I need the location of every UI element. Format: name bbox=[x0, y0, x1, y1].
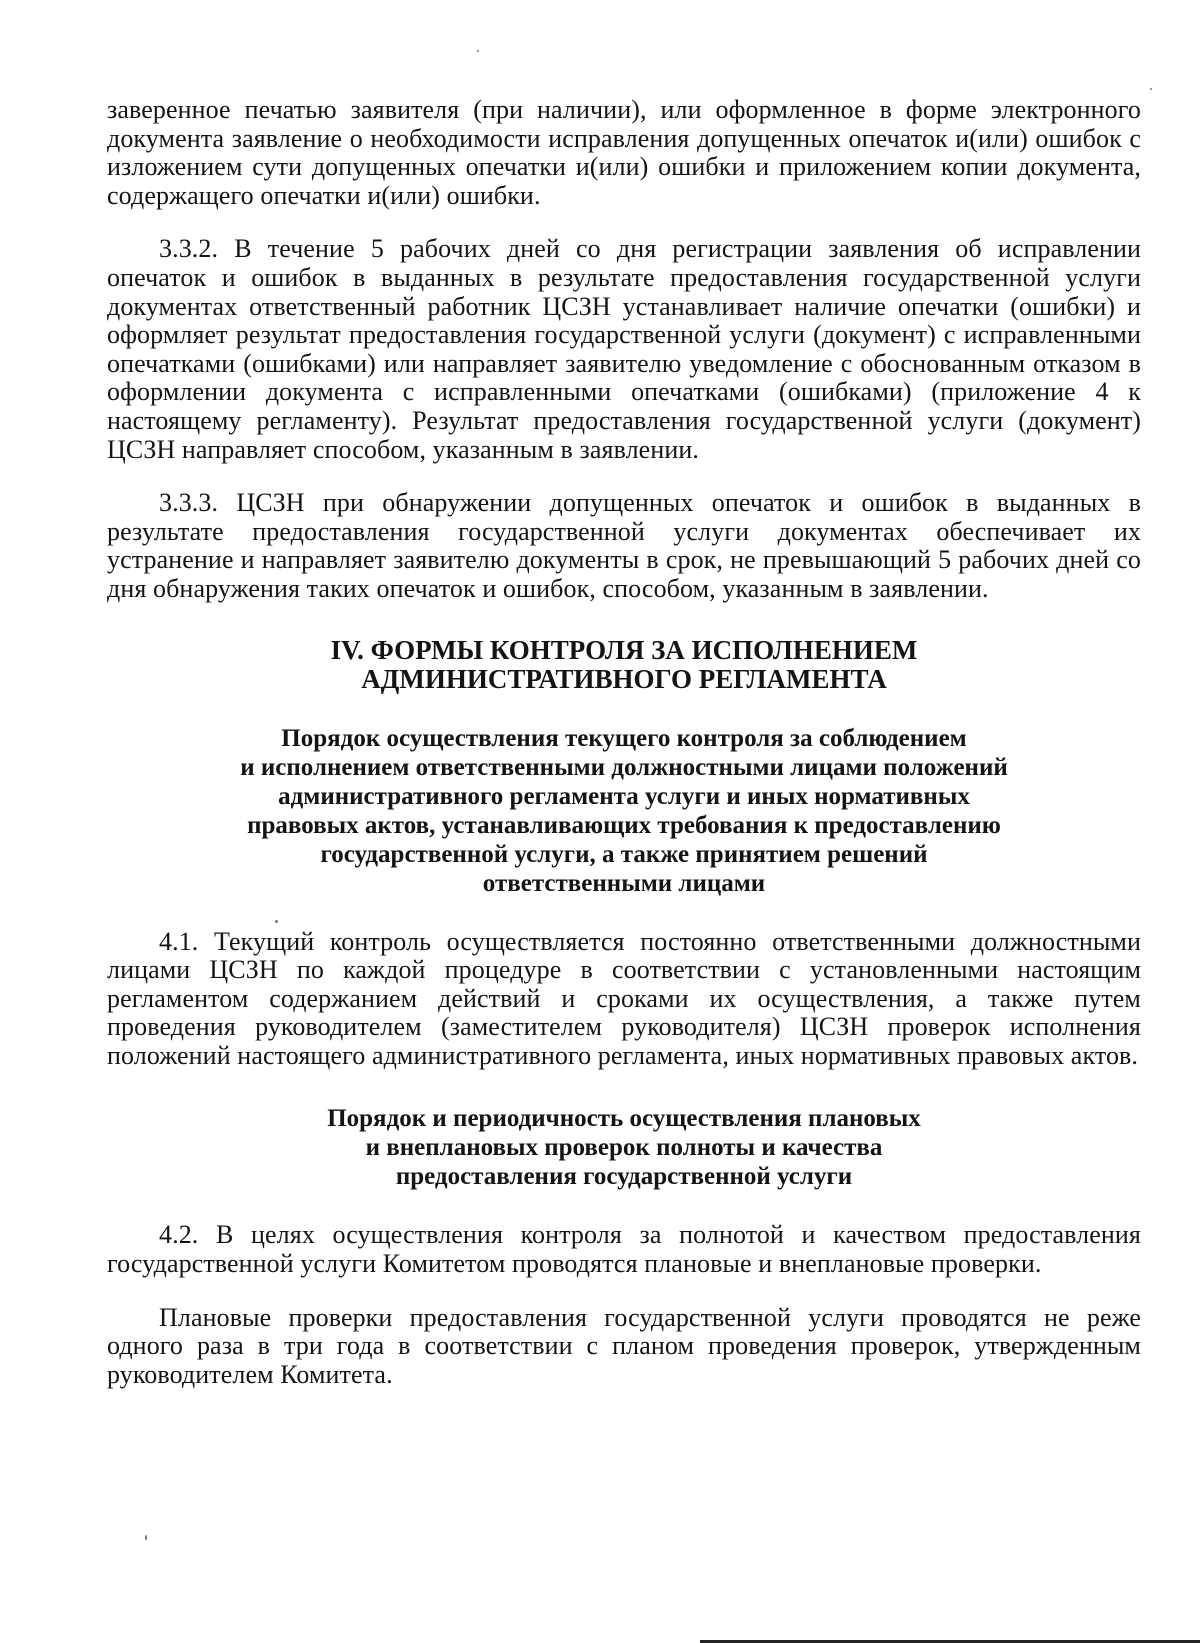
section-title-line: IV. ФОРМЫ КОНТРОЛЯ ЗА ИСПОЛНЕНИЕМ bbox=[330, 634, 918, 665]
paragraph-4-1: 4.1. Текущий контроль осуществляется постоянно ответственными должностными лицами ЦСЗН по каждой процедуре в соответствии с установленными настоящим регламентом содержанием действий и сроками их осуществления, а также путем проведения руководителем (заместителем руководителя) ЦСЗН проверок исполнения положений настоящего административного регламента, иных нормативных правовых актов. bbox=[107, 926, 1141, 1070]
subheading-line: и внеплановых проверок полноты и качества bbox=[365, 1134, 883, 1162]
section-title-line: АДМИНИСТРАТИВНОГО РЕГЛАМЕНТА bbox=[361, 663, 887, 694]
subheading-line: Порядок осуществления текущего контроля за соблюдением bbox=[281, 724, 967, 752]
section-title bbox=[107, 636, 1141, 694]
subheading-line: Порядок и периодичность осуществления плановых bbox=[327, 1105, 921, 1133]
subheading-line: административного регламента услуги и иных нормативных bbox=[278, 782, 970, 810]
subheading-line: государственной услуги, а также принятием решений bbox=[320, 840, 928, 868]
document-page bbox=[107, 96, 1141, 1389]
paragraph-3-3-2: 3.3.2. В течение 5 рабочих дней со дня регистрации заявления об исправлении опечаток и ошибок в выданных в результате предоставления государственной услуги документах ответственный работник ЦСЗН устанавливает наличие опечатки (ошибки) и оформляет результат предоставления государственной услуги (документ) с исправленными опечатками (ошибками) или направляет заявителю уведомление с обоснованным отказом в оформлении документа с исправленными опечатками (ошибками) (приложение 4 к настоящему регламенту). Результат предоставления государственной услуги (документ) ЦСЗН направляет способом, указанным в заявлении. bbox=[107, 234, 1141, 464]
subheading-inspections bbox=[107, 1104, 1141, 1191]
scan-speck bbox=[477, 50, 479, 52]
paragraph-4-2: 4.2. В целях осуществления контроля за полнотой и качеством предоставления государственной услуги Комитетом проводятся плановые и внеплановые проверки. bbox=[107, 1220, 1141, 1279]
subheading-line: правовых актов, устанавливающих требования к предоставлению bbox=[247, 811, 1001, 839]
paragraph-planned-inspections: Плановые проверки предоставления государственной услуги проводятся не реже одного раза в три года в соответствии с планом проведения проверок, утвержденным руководителем Комитета. bbox=[107, 1302, 1141, 1389]
scan-speck bbox=[275, 920, 278, 923]
subheading-line: ответственными лицами bbox=[482, 869, 766, 897]
paragraph-continuation: заверенное печатью заявителя (при наличии), или оформленное в форме электронного документа заявление о необходимости исправления допущенных опечаток и(или) ошибок с изложением сути допущенных опечатки и(или) ошибки и приложением копии документа, содержащего опечатки и(или) ошибки. bbox=[107, 95, 1141, 210]
paragraph-3-3-3: 3.3.3. ЦСЗН при обнаружении допущенных опечаток и ошибок в выданных в результате предоставления государственной услуги документах обеспечивает их устранение и направляет заявителю документы в срок, не превышающий 5 рабочих дней со дня обнаружения таких опечаток и ошибок, способом, указанным в заявлении. bbox=[107, 488, 1141, 603]
subheading-line: предоставления государственной услуги bbox=[395, 1163, 853, 1191]
subheading-line: и исполнением ответственными должностными лицами положений bbox=[240, 753, 1008, 781]
scan-speck bbox=[1150, 88, 1152, 90]
subheading-current-control bbox=[107, 724, 1141, 898]
scan-speck bbox=[145, 1535, 147, 1540]
